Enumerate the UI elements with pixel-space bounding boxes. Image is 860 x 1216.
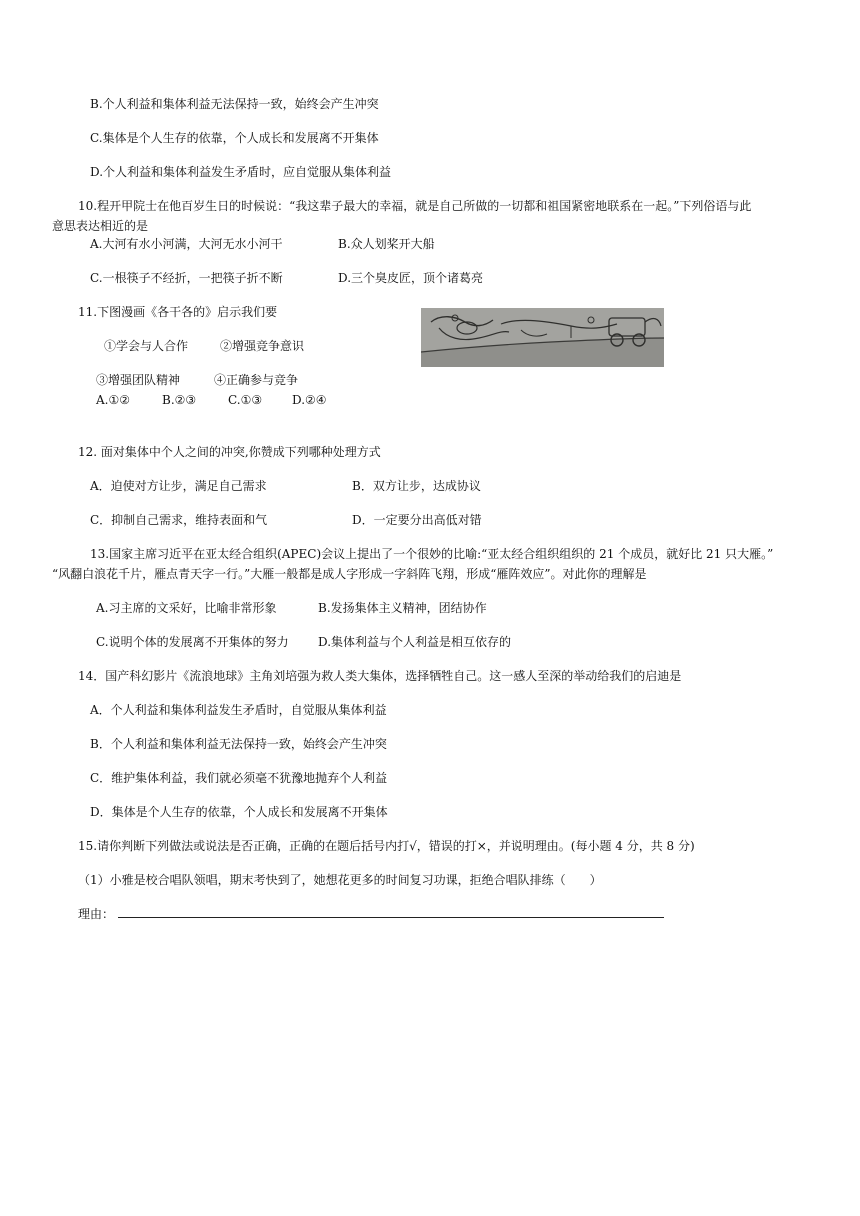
q15-reason-label: 理由： xyxy=(78,907,115,921)
q15-stem: 15.请你判断下列做法或说法是否正确，正确的在题后括号内打√，错误的打×，并说明理由。(每小题 4 分，共 8 分) xyxy=(78,839,695,853)
q10-option-d: D.三个臭皮匠，顶个诸葛亮 xyxy=(338,271,484,285)
q9-option-c: C.集体是个人生存的依靠，个人成长和发展离不开集体 xyxy=(90,131,379,145)
q11-item-1: ①学会与人合作 xyxy=(104,339,189,353)
q12-stem: 12. 面对集体中个人之间的冲突,你赞成下列哪种处理方式 xyxy=(78,445,381,459)
q10-stem-line2: 意思表达相近的是 xyxy=(52,219,149,233)
q12-option-a: A．迫使对方让步，满足自己需求 xyxy=(90,479,267,493)
q12-option-d: D．一定要分出高低对错 xyxy=(352,513,482,527)
q14-option-c: C．维护集体利益，我们就必须毫不犹豫地抛弃个人利益 xyxy=(90,771,388,785)
comic-image xyxy=(421,308,664,367)
q14-option-a: A．个人利益和集体利益发生矛盾时，自觉服从集体利益 xyxy=(90,703,387,717)
q11-option-a: A.①② xyxy=(96,393,130,407)
q10-option-c: C.一根筷子不经折，一把筷子折不断 xyxy=(90,271,283,285)
q9-option-d: D.个人利益和集体利益发生矛盾时，应自觉服从集体利益 xyxy=(90,165,392,179)
q12-option-c: C．抑制自己需求，维持表面和气 xyxy=(90,513,268,527)
q13-option-c: C.说明个体的发展离不开集体的努力 xyxy=(96,635,289,649)
q11-item-3: ③增强团队精神 xyxy=(96,373,181,387)
q11-option-c: C.①③ xyxy=(228,393,263,407)
q13-option-b: B.发扬集体主义精神，团结协作 xyxy=(318,601,487,615)
q13-stem-line2: “风翻白浪花千片，雁点青天字一行。”大雁一般都是成人字形成一字斜阵飞翔，形成“雁阵效应”。对此你的理解是 xyxy=(52,567,647,581)
q15-sub1: （1）小雅是校合唱队领唱，期末考快到了，她想花更多的时间复习功课，拒绝合唱队排练（ ） xyxy=(78,873,602,887)
q14-option-d: D．集体是个人生存的依靠，个人成长和发展离不开集体 xyxy=(90,805,388,819)
comic-sketch xyxy=(421,308,664,367)
q15-reason-answer-line[interactable] xyxy=(118,917,664,918)
q11-option-d: D.②④ xyxy=(292,393,327,407)
q9-option-b: B.个人利益和集体利益无法保持一致，始终会产生冲突 xyxy=(90,97,379,111)
q10-stem-line1: 10.程开甲院士在他百岁生日的时候说：“我这辈子最大的幸福，就是自己所做的一切都和祖国紧密地联系在一起。”下列俗语与此 xyxy=(78,199,752,213)
q10-option-b: B.众人划桨开大船 xyxy=(338,237,435,251)
q11-item-2: ②增强竞争意识 xyxy=(220,339,305,353)
q13-stem-line1: 13.国家主席习近平在亚太经合组织(APEC)会议上提出了一个很妙的比喻:“亚太经合组织组织的 21 个成员，就好比 21 只大雁。” xyxy=(90,547,774,561)
q11-stem: 11.下图漫画《各干各的》启示我们要 xyxy=(78,305,278,319)
q12-option-b: B．双方让步，达成协议 xyxy=(352,479,481,493)
q13-option-a: A.习主席的文采好，比喻非常形象 xyxy=(96,601,277,615)
q11-option-b: B.②③ xyxy=(162,393,197,407)
q13-option-d: D.集体利益与个人利益是相互依存的 xyxy=(318,635,512,649)
q14-option-b: B．个人利益和集体利益无法保持一致，始终会产生冲突 xyxy=(90,737,387,751)
q10-option-a: A.大河有水小河满，大河无水小河干 xyxy=(90,237,283,251)
q14-stem: 14．国产科幻影片《流浪地球》主角刘培强为救人类大集体，选择牺牲自己。这一感人至深的举动给我们的启迪是 xyxy=(78,669,682,683)
q11-item-4: ④正确参与竞争 xyxy=(214,373,299,387)
